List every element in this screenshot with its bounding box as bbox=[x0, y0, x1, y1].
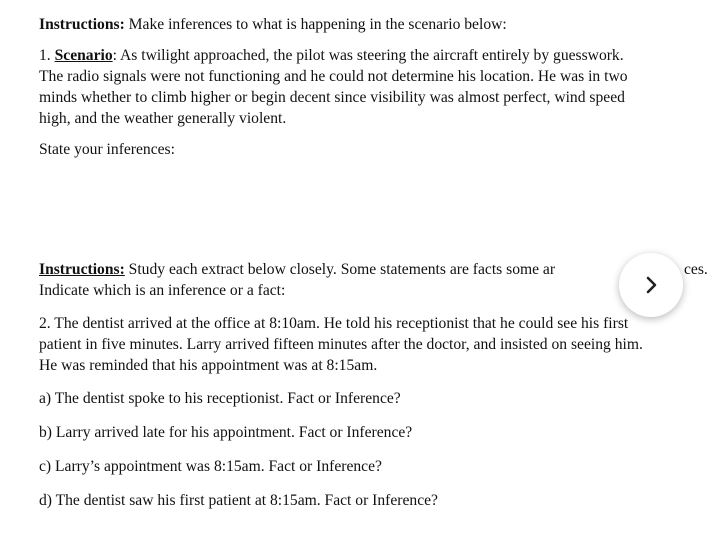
scenario-line: high, and the weather generally violent. bbox=[39, 110, 287, 127]
extract-line: patient in five minutes. Larry arrived fifteen minutes after the doctor, and insisted on seeing him. bbox=[39, 336, 643, 353]
instructions-2-line: Indicate which is an inference or a fact: bbox=[39, 282, 286, 299]
instructions-2-tail: ces. bbox=[684, 261, 708, 278]
question-a: a) The dentist spoke to his receptionist. Fact or Inference? bbox=[39, 390, 401, 407]
chevron-right-icon bbox=[641, 275, 661, 295]
instructions-2-label: Instructions: bbox=[39, 261, 125, 278]
scenario-label: Scenario bbox=[54, 47, 113, 64]
scenario-line: The radio signals were not functioning and he could not determine his location. He was in two bbox=[39, 68, 628, 85]
extract-line: He was reminded that his appointment was at 8:15am. bbox=[39, 357, 378, 374]
scenario-paragraph bbox=[39, 45, 709, 129]
instructions-2 bbox=[39, 259, 709, 301]
scenario-number: 1. bbox=[39, 47, 55, 64]
instructions-1-label: Instructions: bbox=[39, 16, 125, 33]
question-c: c) Larry’s appointment was 8:15am. Fact or Inference? bbox=[39, 458, 382, 475]
inference-prompt: State your inferences: bbox=[39, 141, 175, 158]
scenario-line: minds whether to climb higher or begin decent since visibility was almost perfect, wind speed bbox=[39, 89, 625, 106]
instructions-2-text: Study each extract below closely. Some statements are facts some ar bbox=[124, 261, 556, 278]
next-button[interactable] bbox=[619, 253, 683, 317]
instructions-1 bbox=[39, 14, 709, 35]
question-d: d) The dentist saw his first patient at 8:15am. Fact or Inference? bbox=[39, 492, 438, 509]
instructions-1-text: Make inferences to what is happening in the scenario below: bbox=[124, 16, 507, 33]
extract-paragraph bbox=[39, 313, 709, 376]
question-b: b) Larry arrived late for his appointment. Fact or Inference? bbox=[39, 424, 413, 441]
scenario-line: : As twilight approached, the pilot was steering the aircraft entirely by guesswork. bbox=[112, 47, 624, 64]
document bbox=[39, 14, 709, 524]
extract-line: 2. The dentist arrived at the office at 8:10am. He told his receptionist that he could see his first bbox=[39, 315, 629, 332]
